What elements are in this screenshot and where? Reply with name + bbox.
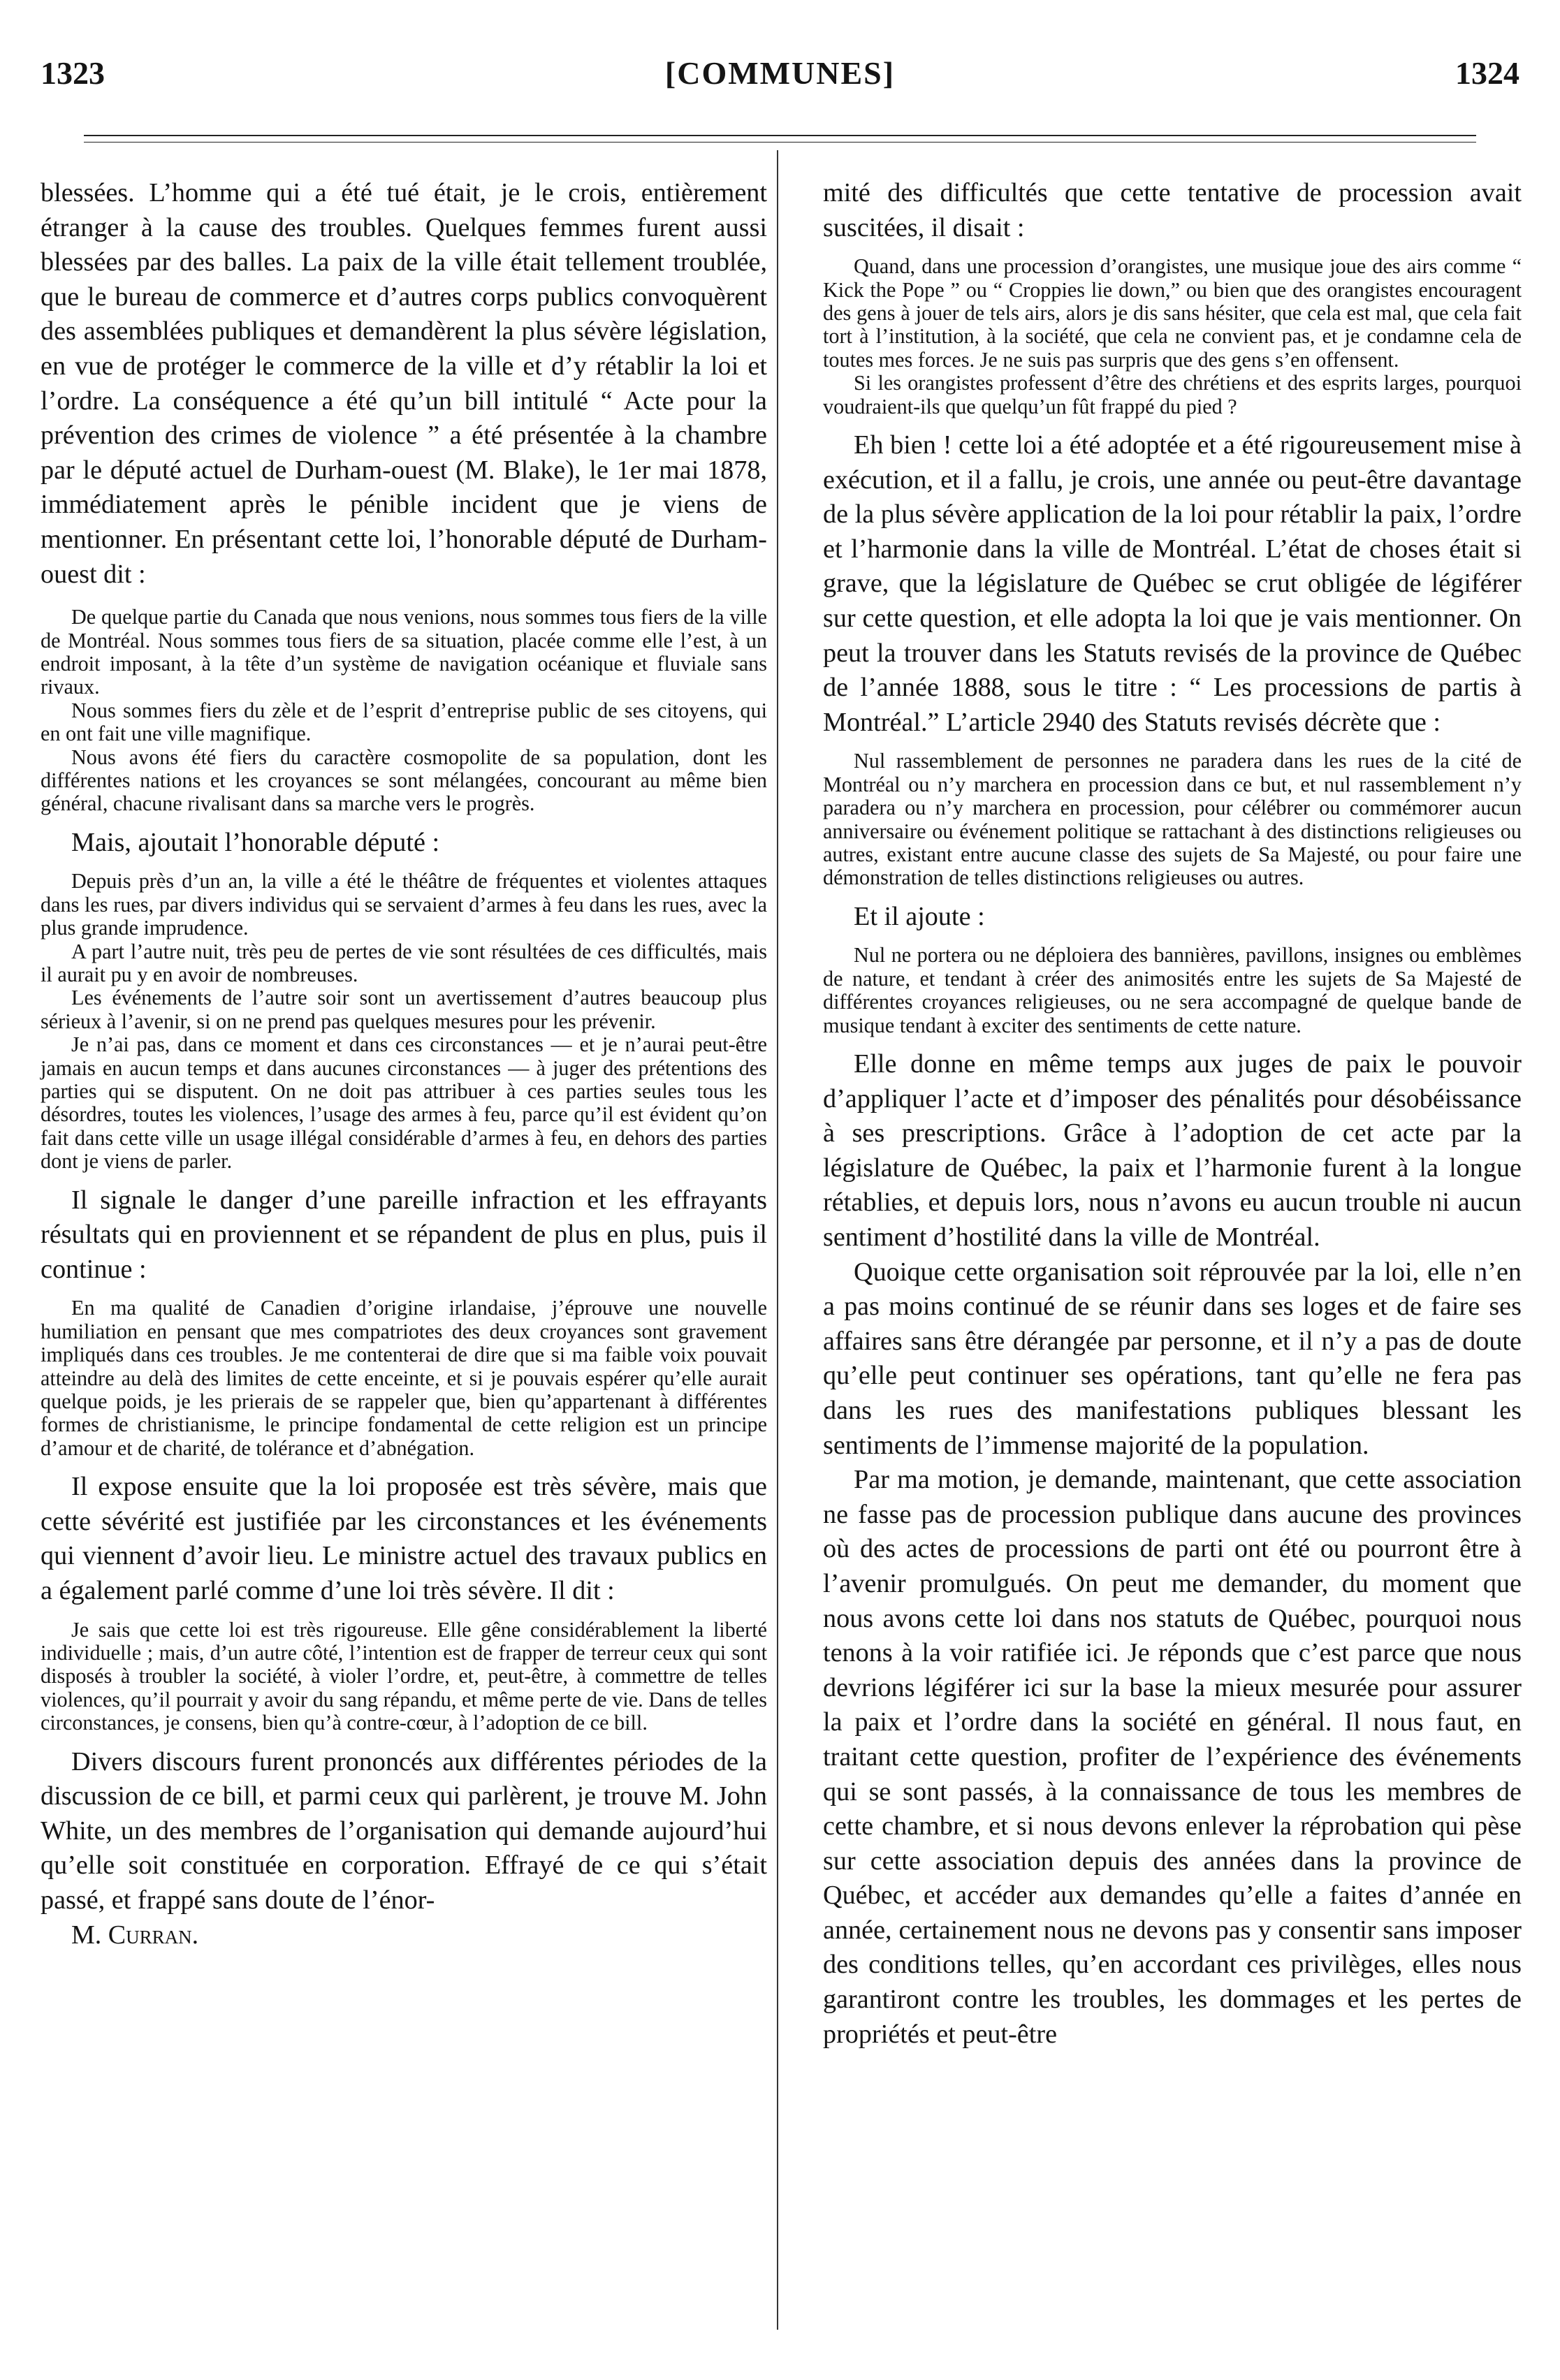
paragraph: Elle donne en même temps aux juges de paix le pouvoir d’appliquer l’acte et d’imposer des pénalités pour désobéissance à ses prescriptions. Grâce à l’adoption de cet acte par la législature de Québec, la paix et l’harmonie furent à la longue rétablies, et depuis lors, nous n’avons eu aucun trouble ni aucun sentiment d’hostilité dans la ville de Montréal. [823, 1049, 1522, 1252]
quotation: Les événements de l’autre soir sont un avertissement d’autres beaucoup plus sérieux à l’avenir, si on ne prend pas quelques mesures pour les prévenir. [41, 986, 767, 1033]
quotation: A part l’autre nuit, très peu de pertes de vie sont résultées de ces difficultés, mais il aurait pu y en avoir de nombreuses. [41, 939, 767, 986]
quotation: Nous sommes fiers du zèle et de l’esprit d’entreprise public de ses citoyens, qui en ont fait une ville magnifique. [41, 698, 767, 746]
page-header [41, 54, 1519, 103]
paragraph: blessées. L’homme qui a été tué était, je le crois, entièrement étranger à la cause des troubles. Quelques femmes furent aussi blessées par des balles. La paix de la ville était tellement troublée, que le bureau de commerce et d’autres corps publics convoquèrent des assemblées publiques et demandèrent la plus sévère législation, en vue de protéger le commerce de la ville et d’y rétablir la loi et l’ordre. La conséquence a été qu’un bill intitulé “ Acte pour la prévention des crimes de violence ” a été présentée à la chambre par le député actuel de Durham-ouest (M. Blake), le 1er mai 1878, immédiatement après le pénible incident que je viens de mentionner. En présentant cette loi, l’honorable député de Durham-ouest dit : [41, 178, 767, 589]
running-title: [COMMUNES] [664, 55, 896, 91]
header-rule-thin [84, 142, 1476, 143]
right-column [823, 176, 1522, 2052]
left-column [41, 176, 767, 1952]
quotation: Depuis près d’un an, la ville a été le théâtre de fréquentes et violentes attaques dans les rues, par divers individus qui se servaient d’armes à feu dans les rues, avec la plus grande imprudence. [41, 869, 767, 940]
quotation: En ma qualité de Canadien d’origine irlandaise, j’éprouve une nouvelle humiliation en pensant que mes compatriotes des deux croyances sont gravement impliqués dans ces troubles. Je me contenterai de dire que si ma faible voix pouvait atteindre au delà des limites de cette enceinte, et si je pouvais espérer qu’elle aurait quelque poids, je les prierais de se rappeler que, bien qu’appartenant à différentes formes de christianisme, le principe fondamental de cette religion est un principe d’amour et de charité, de tolérance et d’abnégation. [41, 1296, 767, 1460]
quotation: Nous avons été fiers du caractère cosmopolite de sa population, dont les différentes nations et les croyances se sont mélangées, concourant au même bien général, chacune rivalisant dans sa marche vers le progrès. [41, 745, 767, 816]
quotation: Je sais que cette loi est très rigoureuse. Elle gêne considérablement la liberté individuelle ; mais, d’un autre côté, l’intention est de frapper de terreur ceux qui sont disposés à troubler la société, à violer l’ordre, et, peut-être, à commettre de telles violences, qu’il pourrait y avoir du sang répandu, et même perte de vie. Dans de telles circonstances, je consens, bien qu’à contre-cœur, à l’adoption de ce bill. [41, 1617, 767, 1735]
paragraph: Il signale le danger d’une pareille infraction et les effrayants résultats qui en proviennent et se répandent de plus en plus, puis il continue : [41, 1185, 767, 1284]
paragraph: Divers discours furent prononcés aux différentes périodes de la discussion de ce bill, et parmi ceux qui parlèrent, je trouve M. John White, un des membres de l’organisation qui demande aujourd’hui qu’elle soit constituée en corporation. Effrayé de ce qui s’était passé, et frappé sans doute de l’énor- [41, 1746, 767, 1915]
column-divider [777, 150, 778, 2330]
quotation: De quelque partie du Canada que nous venions, nous sommes tous fiers de la ville de Montréal. Nous sommes tous fiers de sa situation, placée comme elle l’est, à un endroit imposant, à la tête d’un système de navigation océanique et fluviale sans rivaux. [41, 605, 767, 699]
quotation: Si les orangistes professent d’être des chrétiens et des esprits larges, pourquoi voudraient-ils que quelqu’un fût frappé du pied ? [823, 371, 1522, 418]
paragraph: Quoique cette organisation soit réprouvée par la loi, elle n’en a pas moins continué de se réunir dans ses loges et de faire ses affaires sans être dérangée par personne, et il n’y a pas de doute qu’elle peut continuer ses opérations, tant qu’elle ne fera pas dans les rues des manifestations publiques blessant les sentiments de l’immense majorité de la population. [823, 1257, 1522, 1460]
paragraph: Par ma motion, je demande, maintenant, que cette association ne fasse pas de procession publique dans aucune des provinces où des actes de processions de parti ont été ou pourront être à l’avenir promulgués. On peut me demander, du moment que nous avons cette loi dans nos statuts de Québec, pourquoi nous tenons à la voir ratifiée ici. Je réponds que c’est parce que nous devrions légiférer ici sur la base la mieux mesurée pour assurer la paix et l’ordre dans la société en général. Il nous faut, en traitant cette question, profiter de l’expérience des événements qui se sont passés, à la connaissance de tous les membres de cette chambre, et si nous devons enlever la réprobation qui pèse sur cette association depuis des années dans la province de Québec, et accéder aux demandes qu’elle a faites d’année en année, certainement nous ne devons pas y consentir sans imposer des conditions telles, qu’en accordant ces privilèges, elles nous garantiront contre les troubles, les dommages et les pertes de propriétés et peut-être [823, 1465, 1522, 2049]
page-number-right: 1324 [1455, 55, 1519, 91]
paragraph: Il expose ensuite que la loi proposée est très sévère, mais que cette sévérité est justifiée par les circonstances et les événements qui viennent d’avoir lieu. Le ministre actuel des travaux publics en a également parlé comme d’une loi très sévère. Il dit : [41, 1472, 767, 1606]
page-number-left: 1323 [41, 55, 105, 91]
paragraph: Et il ajoute : [854, 901, 985, 931]
quotation: Quand, dans une procession d’orangistes, une musique joue des airs comme “ Kick the Pope ” ou “ Croppies lie down,” ou bien que des orangistes encouragent des gens à jouer de tels airs, alors je dis sans hésiter, que cela est mal, que cela fait tort à l’institution, à la société, que cela ne convient pas, et je condamne cela de toutes mes forces. Je ne suis pas surpris que des gens s’en offensent. [823, 254, 1522, 372]
quotation: Nul rassemblement de personnes ne paradera dans les rues de la cité de Montréal ou n’y marchera en procession dans ce but, et nul rassemblement n’y paradera ou n’y marchera en procession, pour célébrer ou commémorer aucun anniversaire ou événement politique se rattachant à des distinctions religieuses ou autres, existant entre aucune classe des sujets de Sa Majesté, ou pour faire une démonstration de telles distinctions religieuses ou autres. [823, 749, 1522, 890]
header-rule [84, 135, 1476, 136]
quotation: Nul ne portera ou ne déploiera des bannières, pavillons, insignes ou emblèmes de nature, et tendant à créer des animosités entre les sujets de Sa Majesté de différentes croyances religieuses, ou ne sera accompagné de quelque bande de musique tendant à exciter des sentiments de cette nature. [823, 943, 1522, 1037]
paragraph: mité des difficultés que cette tentative de procession avait suscitées, il disait : [823, 178, 1522, 242]
paragraph: Mais, ajoutait l’honorable député : [71, 827, 440, 857]
paragraph: Eh bien ! cette loi a été adoptée et a été rigoureusement mise à exécution, et il a fallu, je crois, une année ou peut-être davantage de la plus sévère application de la loi pour rétablir la paix, l’ordre et l’harmonie dans la ville de Montréal. L’état de choses était si grave, que la législature de Québec se crut obligée de légiférer sur cette question, et elle adopta la loi que je vais mentionner. On peut la trouver dans les Statuts revisés de la province de Québec de l’année 1888, sous le titre : “ Les processions de partis à Montréal.” L’article 2940 des Statuts revisés décrète que : [823, 430, 1522, 737]
speaker-name: M. Curran. [71, 1920, 199, 1950]
quotation: Je n’ai pas, dans ce moment et dans ces circonstances — et je n’aurai peut-être jamais en aucun temps et dans aucunes circonstances — à juger des prétentions des parties qui se disputent. On ne doit pas attribuer à ces parties seules tous les désordres, toutes les violences, l’usage des armes à feu, parce qu’il est évident qu’on fait dans cette ville un usage illégal considérable d’armes à feu, en dehors des parties dont je viens de parler. [41, 1032, 767, 1174]
